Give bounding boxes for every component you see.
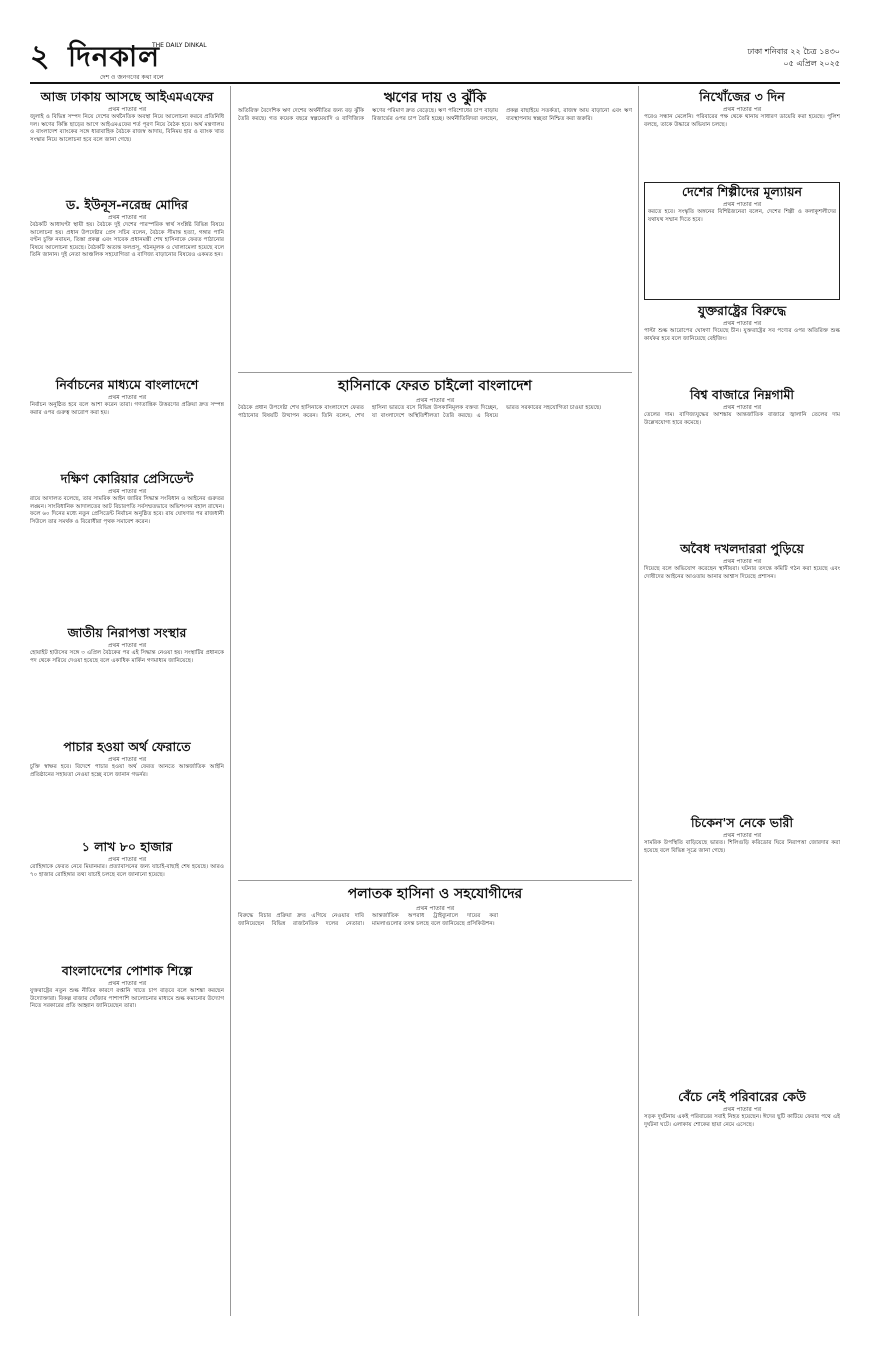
story-hasina-return (238, 376, 632, 876)
newspaper-tagline: দেশ ও জনগণের কথা বলে (100, 74, 164, 81)
story-jump: প্রথম পাতার পর (722, 832, 762, 839)
story-body: রায়ে আদালত বলেছে, তার সামরিক আইন জারির সিদ্ধান্ত সংবিধান ও আইনের গুরুতর লঙ্ঘন। সাংবিধানিক আদালতের আট বিচারপতি সর্বসম্মতভাবে অভিশংসন বহাল রাখেন। ফলে ৬০ দিনের মধ্যে নতুন প্রেসিডেন্ট নির্বাচন অনুষ্ঠিত হবে। রায় ঘোষণার পর রাজধানী সিউলে তার সমর্থক ও বিরোধীরা পৃথক সমাবেশ করেন। (30, 496, 224, 525)
story-jump: প্রথম পাতার পর (415, 905, 455, 912)
story-body: বিরুদ্ধে বিচার প্রক্রিয়া দ্রুত এগিয়ে নেওয়ার দাবি জানিয়েছেন বিভিন্ন রাজনৈতিক দলের নেতারা। আন্তর্জাতিক অপরাধ ট্রাইব্যুনালে দায়ের করা মামলাগুলোর তদন্ত চলছে বলে জানিয়েছে প্রসিকিউশন। (238, 913, 498, 927)
story-jump: প্রথম পাতার পর (722, 106, 762, 113)
page-number: ২ (30, 39, 50, 74)
story-body: পাল্টা শুল্ক আরোপের ঘোষণা দিয়েছে চীন। যুক্তরাষ্ট্রের সব পণ্যের ওপর অতিরিক্ত শুল্ক কার্যকর হবে বলে জানিয়েছে বেইজিং। (644, 328, 840, 342)
story-headline: আজ ঢাকায় আসছে আইএমএফের (40, 89, 214, 104)
story-against-us (644, 302, 840, 382)
date-bangla: ঢাকা শনিবার ২২ চৈত্র ১৪৩০ (747, 47, 840, 56)
story-body: হোয়াইট হাউসের সঙ্গে ৩ এপ্রিল বৈঠকের পর এই সিদ্ধান্ত নেওয়া হয়। সংস্থাটির প্রধানকে পদ থেকে সরিয়ে দেওয়া হয়েছে বলে একাধিক মার্কিন গণমাধ্যম জানিয়েছে। (30, 650, 224, 664)
story-jump: প্রথম পাতার পর (107, 106, 147, 113)
dateline (690, 46, 840, 70)
story-chickens-neck (644, 814, 840, 1084)
story-korea (30, 470, 224, 620)
story-jump: প্রথম পাতার পর (722, 1106, 762, 1113)
story-body: সামরিক উপস্থিতি বাড়িয়েছে ভারত। শিলিগুড়ি করিডোর ঘিরে নিরাপত্তা জোরদার করা হয়েছে বলে বিভিন্ন সূত্রে জানা গেছে। (644, 840, 840, 854)
story-fugitive-hasina (238, 884, 632, 1312)
story-jump: প্রথম পাতার পর (722, 320, 762, 327)
story-headline: বাংলাদেশের পোশাক শিল্পে (61, 963, 193, 978)
story-headline: ১ লাখ ৮০ হাজার (81, 839, 173, 854)
story-headline: জাতীয় নিরাপত্তা সংস্থার (67, 625, 187, 640)
story-headline: হাসিনাকে ফেরত চাইলো বাংলাদেশ (338, 378, 532, 394)
story-body: যুক্তরাষ্ট্রের নতুন শুল্ক নীতির কারণে রপ্তানি খাতে চাপ বাড়বে বলে আশঙ্কা করছেন উদ্যোক্তারা। বিকল্প বাজার খোঁজার পাশাপাশি আলোচনার মাধ্যমে শুল্ক কমানোর উদ্যোগ নিতে সরকারের প্রতি আহ্বান জানিয়েছেন তারা। (30, 988, 224, 1010)
story-headline: চিকেন'স নেকে ভারী (690, 815, 794, 830)
story-jump: প্রথম পাতার পর (722, 404, 762, 411)
story-debt-risk (238, 88, 632, 368)
story-headline: ড. ইউনূস-নরেন্দ্র মোদির (66, 197, 188, 212)
story-headline: বেঁচে নেই পরিবারের কেউ (678, 1089, 806, 1104)
story-jump: প্রথম পাতার পর (415, 397, 455, 404)
masthead (30, 40, 840, 80)
story-body: চুক্তি স্বাক্ষর হবে। বিদেশে পাচার হওয়া অর্থ ফেরত আনতে আন্তর্জাতিক আইনি প্রতিষ্ঠানের সহায়তা নেওয়া হচ্ছে বলে জানান গভর্নর। (30, 764, 224, 778)
story-world-market (644, 386, 840, 536)
story-headline: ঋণের দায় ও ঝুঁকি (383, 90, 487, 106)
story-jump: প্রথম পাতার পর (107, 214, 147, 221)
column-divider (638, 86, 639, 1316)
story-headline: নিখোঁজের ৩ দিন (699, 89, 785, 104)
story-garments (30, 962, 224, 1312)
story-headline: বিশ্ব বাজারে নিম্নগামী (690, 387, 794, 402)
story-body: পরেও সন্ধান মেলেনি। পরিবারের পক্ষ থেকে থানায় সাধারণ ডায়েরি করা হয়েছে। পুলিশ বলছে, তাকে উদ্ধারে অভিযান চলছে। (644, 114, 840, 128)
date-english: ০৫ এপ্রিল ২০২৫ (783, 59, 840, 68)
story-body: নির্বাচন অনুষ্ঠিত হবে বলে আশা করেন তারা। গণতান্ত্রিক উত্তরণের প্রক্রিয়া দ্রুত সম্পন্ন করার ওপর গুরুত্ব আরোপ করা হয়। (30, 402, 224, 416)
column-divider (230, 86, 231, 1316)
story-jump: প্রথম পাতার পর (107, 756, 147, 763)
story-body: সড়ক দুর্ঘটনায় একই পরিবারের সবাই নিহত হয়েছেন। ঈদের ছুটি কাটিয়ে ফেরার পথে এই দুর্ঘটনা ঘটে। এলাকায় শোকের ছায়া নেমে এসেছে। (644, 1114, 840, 1128)
masthead-rule (30, 82, 840, 84)
story-body: দিয়েছে বলে অভিযোগ করেছেন স্থানীয়রা। ঘটনার তদন্তে কমিটি গঠন করা হয়েছে এবং দোষীদের আইনের আওতায় আনার আশ্বাস দিয়েছে প্রশাসন। (644, 566, 840, 580)
story-rohingya (30, 838, 224, 958)
story-family (644, 1088, 840, 1312)
story-security-agency (30, 624, 224, 734)
story-headline: যুক্তরাষ্ট্রের বিরুদ্ধে (697, 303, 787, 318)
story-body: জুলাই ও বিভিন্ন সম্পদ নিয়ে দেশের অর্থনৈতিক অবস্থা নিয়ে আলোচনা করবে প্রতিনিধি দল। ঋণের কিস্তি ছাড়ের আগে আইএমএফের শর্ত পূরণ নিয়ে বৈঠক হবে। অর্থ মন্ত্রণালয় ও বাংলাদেশ ব্যাংকের সঙ্গে ধারাবাহিক বৈঠকে রাজস্ব আদায়, বিনিময় হার ও ব্যাংক খাত সংস্কার নিয়ে আলোচনা হবে বলে জানা গেছে। (30, 114, 224, 143)
section-divider (238, 372, 632, 373)
story-body: রোহিঙ্গাকে ফেরত নেবে মিয়ানমার। প্রত্যাবাসনের জন্য যাচাই-বাছাই শেষ হয়েছে। আরও ৭০ হাজার রোহিঙ্গার তথ্য যাচাই চলছে বলে জানানো হয়েছে। (30, 864, 224, 878)
story-headline: পলাতক হাসিনা ও সহযোগীদের (347, 886, 523, 902)
story-money-laundering (30, 738, 224, 834)
story-jump: প্রথম পাতার পর (107, 642, 147, 649)
story-headline: অবৈধ দখলদাররা পুড়িয়ে (680, 541, 804, 556)
story-election (30, 376, 224, 466)
story-jump: প্রথম পাতার পর (107, 488, 147, 495)
story-body: বৈঠকটি আধাঘণ্টা স্থায়ী হয়। বৈঠকে দুই দেশের পারস্পরিক স্বার্থ সংশ্লিষ্ট বিভিন্ন বিষয়ে আলোচনা হয়। প্রধান উপদেষ্টার প্রেস সচিব বলেন, বৈঠকে সীমান্ত হত্যা, গঙ্গার পানি বণ্টন চুক্তি নবায়ন, তিস্তা প্রকল্প এবং সাবেক প্রধানমন্ত্রী শেখ হাসিনাকে ফেরত পাঠানোর বিষয়ে আলোচনা হয়েছে। বৈঠকটি অত্যন্ত ফলপ্রসূ, গঠনমূলক ও খোলামেলা হয়েছে বলে তিনি জানান। দুই নেতা আঞ্চলিক সহযোগিতা ও বাণিজ্য বাড়ানোর বিষয়েও একমত হন। (30, 222, 224, 259)
story-body: করতে হবে। সংস্কৃতি অঙ্গনের বিশিষ্টজনেরা বলেন, দেশের শিল্পী ও কলাকুশলীদের যথাযথ সম্মান দিতে হবে। (648, 209, 836, 223)
story-yunus-modi (30, 196, 224, 372)
newspaper-logo-sub: THE DAILY DINKAL (152, 42, 207, 49)
story-jump: প্রথম পাতার পর (722, 558, 762, 565)
story-jump: প্রথম পাতার পর (107, 980, 147, 987)
story-body: বৈঠকে প্রধান উপদেষ্টা শেখ হাসিনাকে বাংলাদেশে ফেরত পাঠানোর বিষয়টি উত্থাপন করেন। তিনি বলেন, শেখ হাসিনা ভারতে বসে বিভিন্ন উসকানিমূলক বক্তব্য দিচ্ছেন, যা বাংলাদেশে অস্থিতিশীলতা তৈরি করছে। এ বিষয়ে ভারত সরকারের সহযোগিতা চাওয়া হয়েছে। (238, 405, 602, 419)
story-headline: দক্ষিণ কোরিয়ার প্রেসিডেন্ট (60, 471, 194, 486)
story-headline: পাচার হওয়া অর্থ ফেরাতে (63, 739, 191, 754)
story-illegal-occupants (644, 540, 840, 810)
story-headline: নির্বাচনের মাধ্যমে বাংলাদেশে (55, 377, 199, 392)
story-headline: দেশের শিল্পীদের মূল্যায়ন (682, 184, 802, 199)
newspaper-logo: দিনকাল (68, 40, 161, 73)
story-body: অতিরিক্ত বৈদেশিক ঋণ দেশের অর্থনীতির জন্য বড় ঝুঁকি তৈরি করছে। গত কয়েক বছরে স্বল্পমেয়াদি ও বাণিজ্যিক ঋণের পরিমাণ দ্রুত বেড়েছে। ঋণ পরিশোধের চাপ বাড়ায় রিজার্ভের ওপর চাপ তৈরি হচ্ছে। অর্থনীতিবিদরা বলছেন, প্রকল্প বাছাইয়ে সতর্কতা, রাজস্ব আয় বাড়ানো এবং ঋণ ব্যবস্থাপনায় স্বচ্ছতা নিশ্চিত করা জরুরি। (238, 108, 632, 122)
story-body: তেলের দাম। বাণিজ্যযুদ্ধের আশঙ্কায় আন্তর্জাতিক বাজারে জ্বালানি তেলের দাম উল্লেখযোগ্য হারে কমেছে। (644, 412, 840, 426)
story-missing (644, 88, 840, 178)
story-artists (644, 182, 840, 300)
story-imf (30, 88, 224, 192)
section-divider (238, 880, 632, 881)
story-jump: প্রথম পাতার পর (107, 856, 147, 863)
story-jump: প্রথম পাতার পর (722, 201, 762, 208)
story-jump: প্রথম পাতার পর (107, 394, 147, 401)
